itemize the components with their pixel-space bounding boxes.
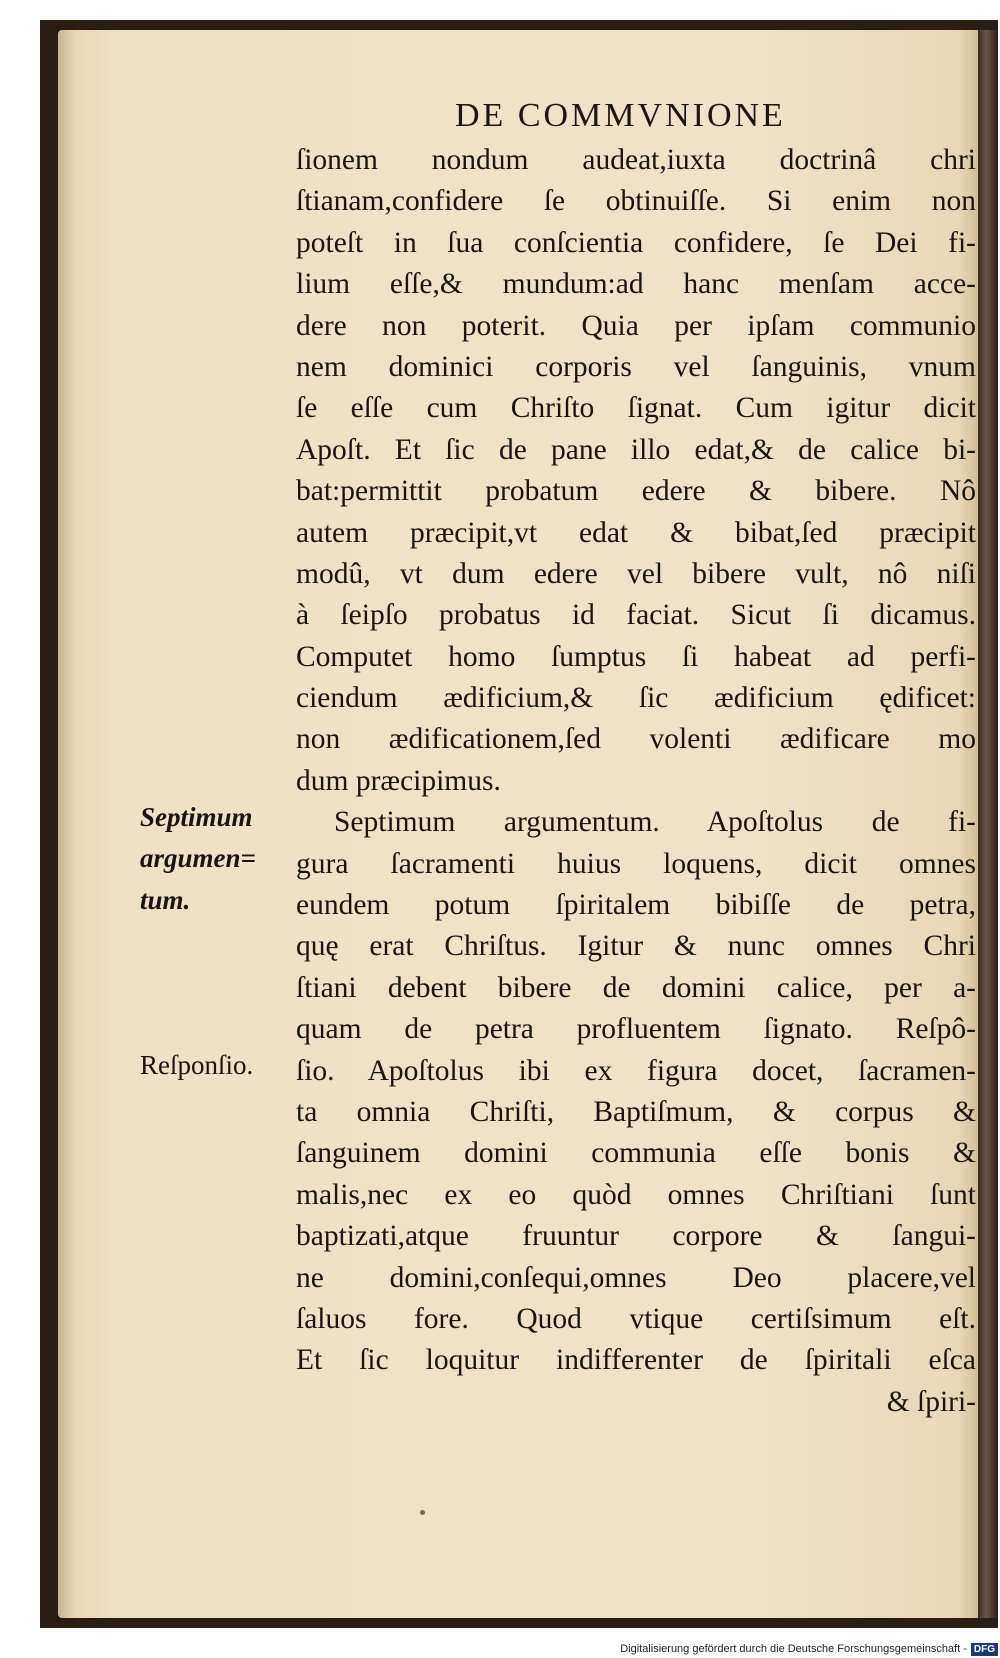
text-line: ſaluos fore. Quod vtique certiſsimum eſt. — [296, 1302, 976, 1335]
text-line: ſtianam,confidere ſe obtinuiſſe. Si enim non — [296, 185, 976, 218]
running-head: DE COMMVNIONE — [455, 97, 786, 134]
text-line: Apoſt. Et ſic de pane illo edat,& de calice bi- — [296, 433, 976, 466]
text-line: ſe eſſe cum Chriſto ſignat. Cum igitur dicit — [296, 392, 976, 425]
text-line: ſio. Apoſtolus ibi ex figura docet, ſacramen- — [296, 1054, 976, 1087]
text-line: malis,nec ex eo quòd omnes Chriſtiani ſunt — [296, 1178, 976, 1211]
text-line: ta omnia Chriſti, Baptiſmum, & corpus & — [296, 1095, 976, 1128]
text-line: eundem potum ſpiritalem bibiſſe de petra, — [296, 889, 976, 922]
text-line: ciendum ædificium,& ſic ædificium ędificet: — [296, 682, 976, 715]
text-line: ſtiani debent bibere de domini calice, per a- — [296, 971, 976, 1004]
text-line: dum præcipimus. — [296, 764, 501, 797]
text-line: autem præcipit,vt edat & bibat,ſed præcipit — [296, 516, 976, 549]
margin-note-line: argumen= — [140, 843, 256, 874]
text-line: ſanguinem domini communia eſſe bonis & — [296, 1137, 976, 1170]
footer-credit: Digitalisierung gefördert durch die Deutsche Forschungsgemeinschaft - — [620, 1643, 967, 1655]
digitization-footer — [0, 1640, 1000, 1658]
text-line: baptizati,atque fruuntur corpore & ſangui- — [296, 1220, 976, 1253]
text-line: Septimum argumentum. Apoſtolus de fi- — [334, 806, 976, 839]
text-line: bat:permittit probatum edere & bibere. Nô — [296, 475, 976, 508]
page-gutter-edge — [978, 30, 998, 1618]
text-line: lium eſſe,& mundum:ad hanc menſam acce- — [296, 268, 976, 301]
text-line: quam de petra profluentem ſignato. Reſpô- — [296, 1013, 976, 1046]
text-line: Et ſic loquitur indifferenter de ſpiritali eſca — [296, 1344, 976, 1377]
margin-note-responsio — [140, 1045, 290, 1086]
dfg-logo: DFG — [971, 1643, 998, 1656]
text-line: & ſpiri- — [886, 1385, 976, 1418]
text-line: nem dominici corporis vel ſanguinis, vnum — [296, 350, 976, 383]
text-line: Computet homo ſumptus ſi habeat ad perfi- — [296, 640, 976, 673]
text-line: gura ſacramenti huius loquens, dicit omnes — [296, 847, 976, 880]
text-line: non ædificationem,ſed volenti ædificare mo — [296, 723, 976, 756]
text-line: modû, vt dum edere vel bibere vult, nô niſi — [296, 557, 976, 590]
text-line: quę erat Chriſtus. Igitur & nunc omnes Chri — [296, 930, 976, 963]
text-line: à ſeipſo probatus id faciat. Sicut ſi dicamus. — [296, 599, 976, 632]
body-text — [296, 140, 976, 1423]
margin-note-line: Septimum — [140, 802, 253, 832]
text-line: poteſt in ſua conſcientia confidere, ſe Dei fi- — [296, 226, 976, 259]
margin-note-line: tum. — [140, 884, 191, 915]
text-line: ſionem nondum audeat,iuxta doctrinâ chri — [296, 144, 976, 176]
text-line: ne domini,conſequi,omnes Deo placere,vel — [296, 1261, 976, 1294]
margin-note-line: Reſponſio. — [140, 1050, 254, 1080]
paper-speck — [420, 1510, 425, 1515]
text-line: dere non poterit. Quia per ipſam communio — [296, 309, 976, 342]
margin-note-septimum — [140, 797, 290, 921]
